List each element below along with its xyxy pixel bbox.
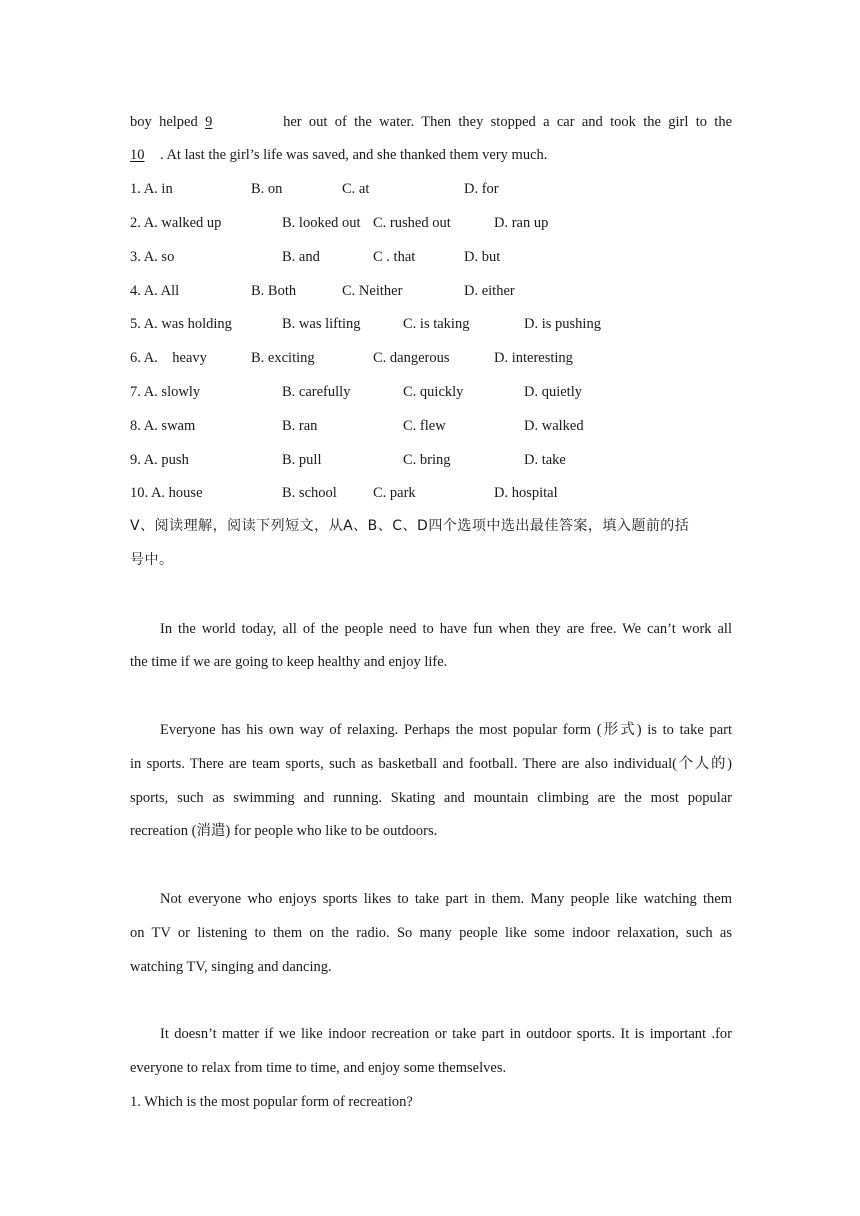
question-1: 1. Which is the most popular form of recreation? — [130, 1094, 413, 1110]
option-b: B. school — [282, 485, 337, 501]
cloze-text-after-blank-10: . At last the girl’s life was saved, and she thanked them very much. — [160, 147, 548, 163]
cloze-text-after-blank-9: her out of the water. Then they stopped a car and took the girl to the — [283, 114, 733, 130]
option-b: B. exciting — [251, 350, 315, 366]
option-row-4 — [130, 281, 732, 301]
option-b: B. looked out — [282, 215, 361, 231]
option-row-5 — [130, 314, 732, 334]
option-a: 10. A. house — [130, 485, 203, 501]
cloze-line-1 — [130, 112, 732, 132]
option-c: C. flew — [403, 418, 446, 434]
option-d: D. is pushing — [524, 316, 601, 332]
option-d: D. for — [464, 181, 499, 197]
option-b: B. on — [251, 181, 283, 197]
option-b: B. carefully — [282, 384, 351, 400]
option-a: 7. A. slowly — [130, 384, 201, 400]
option-d: D. but — [464, 249, 501, 265]
blank-10: 10 — [130, 147, 145, 163]
option-a: 1. A. in — [130, 181, 173, 197]
option-d: D. walked — [524, 418, 584, 434]
option-a: 5. A. was holding — [130, 316, 232, 332]
passage-p2-line-2: in sports. There are team sports, such as basketball and football. There are also individual(个人的) — [130, 756, 732, 772]
option-a: 3. A. so — [130, 249, 175, 265]
option-d: D. quietly — [524, 384, 582, 400]
option-row-6 — [130, 348, 732, 368]
passage-p3-line-3: watching TV, singing and dancing. — [130, 959, 332, 975]
option-c: C. quickly — [403, 384, 464, 400]
option-d: D. hospital — [494, 485, 558, 501]
option-c: C . that — [373, 249, 416, 265]
option-d: D. either — [464, 283, 515, 299]
option-b: B. and — [282, 249, 320, 265]
option-row-7 — [130, 382, 732, 402]
option-a: 6. A. heavy — [130, 350, 207, 366]
option-c: C. is taking — [403, 316, 470, 332]
option-d: D. interesting — [494, 350, 573, 366]
option-c: C. bring — [403, 452, 451, 468]
passage-p3-line-1: Not everyone who enjoys sports likes to take part in them. Many people like watching them — [160, 891, 732, 907]
passage-p3-line-2: on TV or listening to them on the radio. So many people like some indoor relaxation, such as — [130, 925, 732, 941]
option-c: C. park — [373, 485, 416, 501]
option-row-2 — [130, 213, 732, 233]
section-heading-line-2: 号中。 — [130, 552, 174, 568]
option-row-1 — [130, 179, 732, 199]
option-row-9 — [130, 450, 732, 470]
option-a: 9. A. push — [130, 452, 189, 468]
passage-p1-line-2: the time if we are going to keep healthy and enjoy life. — [130, 654, 448, 670]
option-c: C. at — [342, 181, 370, 197]
option-row-10 — [130, 483, 732, 503]
passage-p4-line-2: everyone to relax from time to time, and enjoy some themselves. — [130, 1060, 507, 1076]
passage-p2-line-3: sports, such as swimming and running. Skating and mountain climbing are the most popular — [130, 790, 732, 806]
option-b: B. Both — [251, 283, 297, 299]
passage-p2-line-4: recreation (消遣) for people who like to be outdoors. — [130, 823, 438, 839]
blank-9: 9 — [205, 114, 213, 130]
option-b: B. pull — [282, 452, 322, 468]
option-d: D. ran up — [494, 215, 549, 231]
option-c: C. rushed out — [373, 215, 451, 231]
option-a: 8. A. swam — [130, 418, 196, 434]
cloze-text-before-blank-9: boy helped — [130, 114, 198, 130]
option-a: 2. A. walked up — [130, 215, 222, 231]
option-b: B. was lifting — [282, 316, 361, 332]
passage-p2-line-1: Everyone has his own way of relaxing. Perhaps the most popular form (形式) is to take part — [160, 722, 732, 738]
passage-p1-line-1: In the world today, all of the people need to have fun when they are free. We can’t work all — [160, 621, 732, 637]
option-c: C. Neither — [342, 283, 403, 299]
passage-p4-line-1: It doesn’t matter if we like indoor recreation or take part in outdoor sports. It is important .for — [160, 1026, 732, 1042]
option-row-8 — [130, 416, 732, 436]
section-heading-line-1: Ⅴ、阅读理解，阅读下列短文，从A、B、C、D四个选项中选出最佳答案，填入题前的括 — [130, 518, 690, 534]
option-c: C. dangerous — [373, 350, 450, 366]
cloze-line-2 — [130, 145, 732, 165]
option-a: 4. A. All — [130, 283, 180, 299]
option-b: B. ran — [282, 418, 318, 434]
option-d: D. take — [524, 452, 566, 468]
option-row-3 — [130, 247, 732, 267]
